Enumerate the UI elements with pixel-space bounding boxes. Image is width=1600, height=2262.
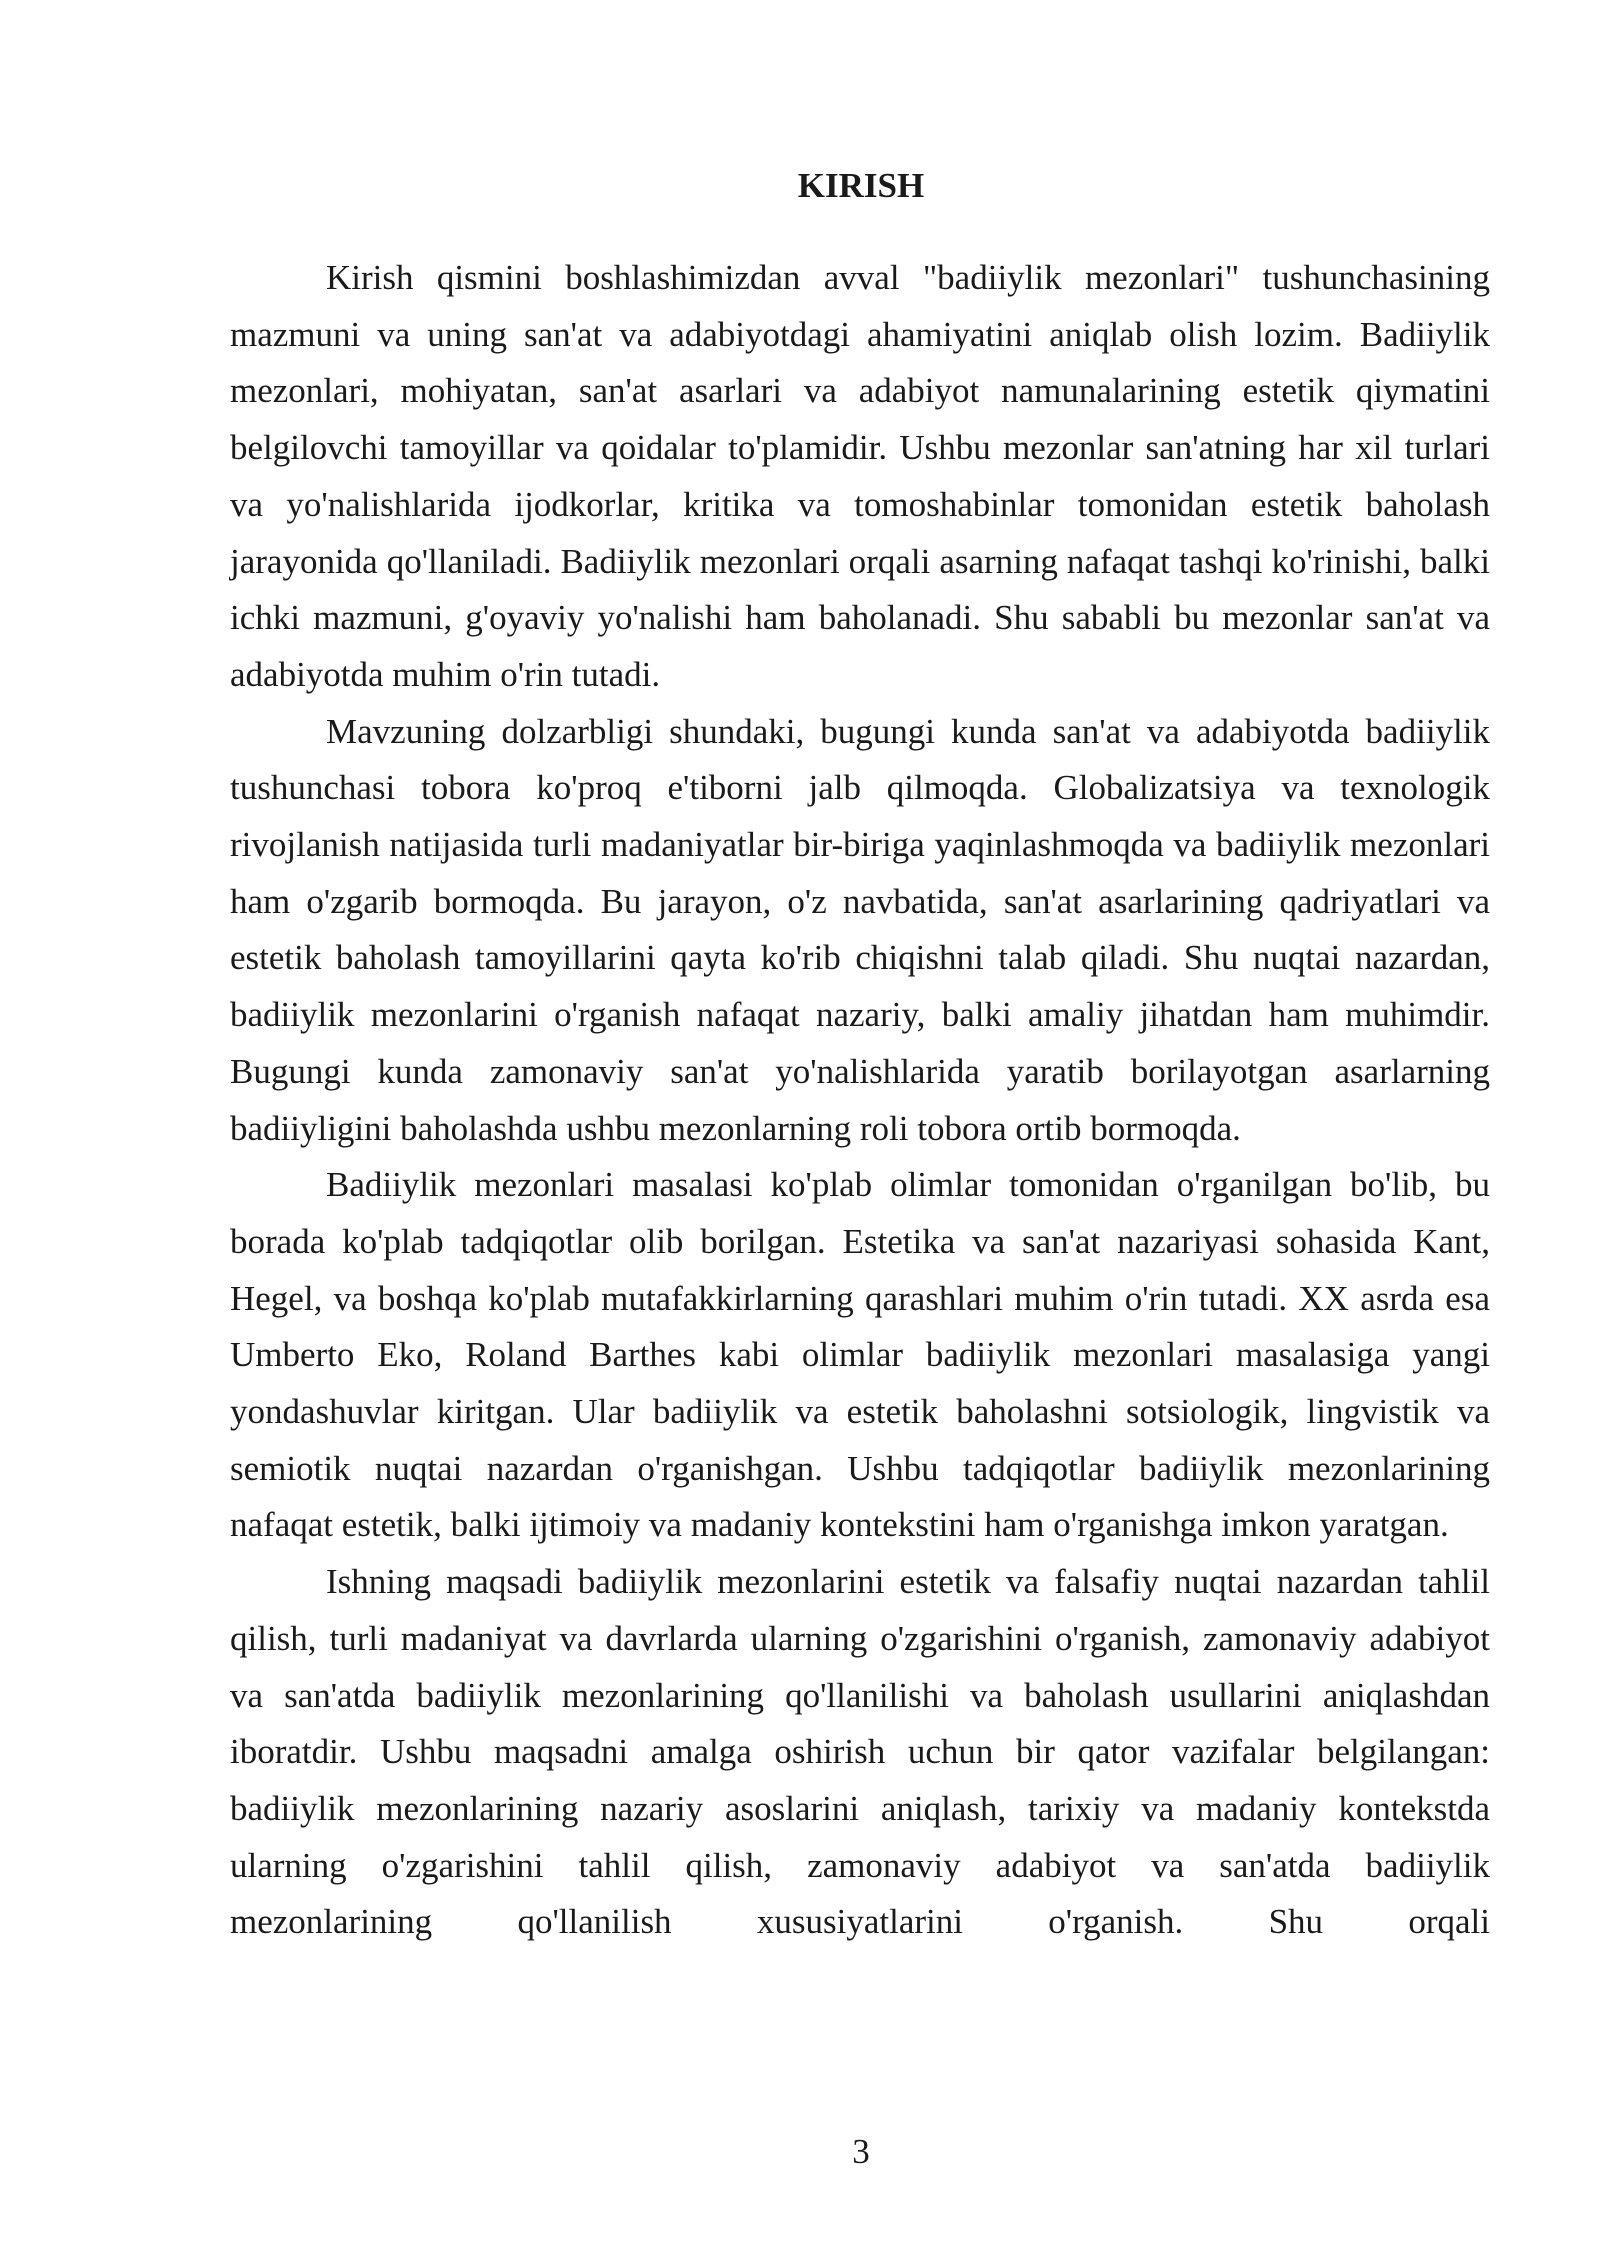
page-number: 3 [852,2132,870,2171]
page-title: KIRISH [797,166,925,205]
paragraph-goal: Ishning maqsadi badiiylik mezonlarini estetik va falsafiy nuqtai nazardan tahlil qilish, turli madaniyat va davrlarda ularning o'zgarishini o'rganish, zamonaviy adabiyot va san'atda badiiylik mezonlarining qo'llanilishi va baholash usullarini aniqlashdan iboratdir. Ushbu maqsadni amalga oshirish uchun bir qator vazifalar belgilangan: badiiylik mezonlarining nazariy asoslarini aniqlash, tarixiy va madaniy kontekstda ularning o'zgarishini tahlil qilish, zamonaviy adabiyot va san'atda badiiylik mezonlarining qo'llanilish xususiyatlarini o'rganish. Shu orqali [230,1562,1490,1942]
paragraph-relevance: Mavzuning dolzarbligi shundaki, bugungi kunda san'at va adabiyotda badiiylik tushunchasi tobora ko'proq e'tiborni jalb qilmoqda. Globalizatsiya va texnologik rivojlanish natijasida turli madaniyatlar bir-biriga yaqinlashmoqda va badiiylik mezonlari ham o'zgarib bormoqda. Bu jarayon, o'z navbatida, san'at asarlarining qadriyatlari va estetik baholash tamoyillarini qayta ko'rib chiqishni talab qiladi. Shu nuqtai nazardan, badiiylik mezonlarini o'rganish nafaqat nazariy, balki amaliy jihatdan ham muhimdir. Bugungi kunda zamonaviy san'at yo'nalishlarida yaratib borilayotgan asarlarning badiiyligini baholashda ushbu mezonlarning roli tobora ortib bormoqda. [230,711,1490,1148]
body-text [230,250,1490,1951]
paragraph-introduction: Kirish qismini boshlashimizdan avval "badiiylik mezonlari" tushunchasining mazmuni va uning san'at va adabiyotdagi ahamiyatini aniqlab olish lozim. Badiiylik mezonlari, mohiyatan, san'at asarlari va adabiyot namunalarining estetik qiymatini belgilovchi tamoyillar va qoidalar to'plamidir. Ushbu mezonlar san'atning har xil turlari va yo'nalishlarida ijodkorlar, kritika va tomoshabinlar tomonidan estetik baholash jarayonida qo'llaniladi. Badiiylik mezonlari orqali asarning nafaqat tashqi ko'rinishi, balki ichki mazmuni, g'oyaviy yo'nalishi ham baholanadi. Shu sababli bu mezonlar san'at va adabiyotda muhim o'rin tutadi. [230,258,1490,694]
paragraph-literature-review: Badiiylik mezonlari masalasi ko'plab olimlar tomonidan o'rganilgan bo'lib, bu borada ko'plab tadqiqotlar olib borilgan. Estetika va san'at nazariyasi sohasida Kant, Hegel, va boshqa ko'plab mutafakkirlarning qarashlari muhim o'rin tutadi. XX asrda esa Umberto Eko, Roland Barthes kabi olimlar badiiylik mezonlari masalasiga yangi yondashuvlar kiritgan. Ular badiiylik va estetik baholashni sotsiologik, lingvistik va semiotik nuqtai nazardan o'rganishgan. Ushbu tadqiqotlar badiiylik mezonlarining nafaqat estetik, balki ijtimoiy va madaniy kontekstini ham o'rganishga imkon yaratgan. [230,1165,1490,1545]
